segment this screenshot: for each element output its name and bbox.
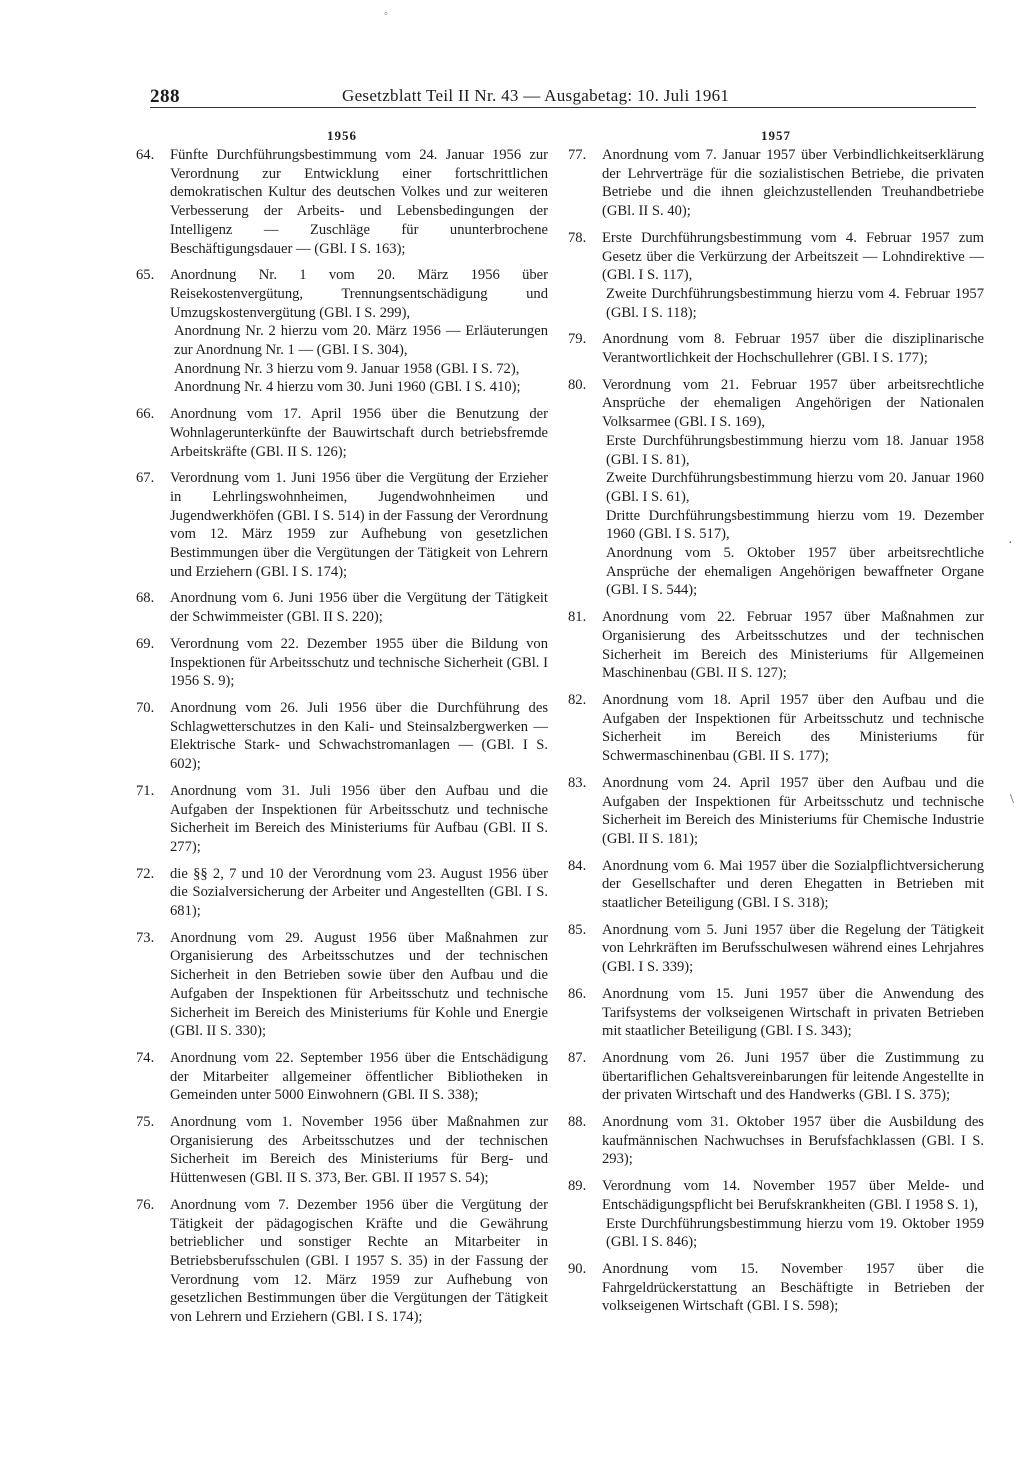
entry-text: Anordnung vom 26. Juni 1957 über die Zustimmung zu übertariflichen Gehaltsvereinbarungen für leitende Angestellte in der privaten Wirtschaft und des Handwerks (GBl. I S. 375);	[602, 1049, 984, 1104]
list-entry	[136, 635, 548, 691]
entry-number: 74.	[136, 1049, 155, 1066]
entry-text: Anordnung vom 15. November 1957 über die Fahrgeldrückerstattung an Beschäftigte in Betrieben der volkseigenen Wirtschaft (GBl. I S. 598);	[602, 1260, 984, 1315]
scan-speck: ◦	[384, 8, 388, 20]
list-entry	[568, 921, 984, 977]
entry-number: 79.	[568, 331, 587, 348]
entry-number: 70.	[136, 699, 155, 716]
page-header	[150, 86, 972, 108]
right-column	[568, 128, 984, 1324]
entry-text: Anordnung Nr. 2 hierzu vom 20. März 1956 — Erläuterungen zur Anordnung Nr. 1 — (GBl. I S. 304),	[174, 323, 548, 359]
entry-text: Dritte Durchführungsbestimmung hierzu vom 19. Dezember 1960 (GBl. I S. 517),	[606, 507, 984, 543]
entry-text: Verordnung vom 14. November 1957 über Melde- und Entschädigungspflicht bei Berufskrankheiten (GBl. I 1958 S. 1),	[602, 1178, 984, 1213]
entry-text: Anordnung vom 6. Mai 1957 über die Sozialpflichtversicherung der Gesellschafter und deren Ehegatten in Betrieben mit staatlicher Beteiligung (GBl. I S. 318);	[602, 857, 984, 912]
entry-number: 86.	[568, 985, 587, 1002]
entry-text: Anordnung vom 7. Januar 1957 über Verbindlichkeitserklärung der Lehrverträge für die sozialistischen Betriebe, die privaten Betriebe und die ihnen gleichzustellenden Treuhandbetriebe (GBl. II S. 40);	[602, 147, 984, 220]
entry-text: Anordnung vom 31. Juli 1956 über den Aufbau und die Aufgaben der Inspektionen für Arbeitsschutz und technische Sicherheit im Bereich des Ministeriums für Aufbau (GBl. II S. 277);	[170, 782, 548, 855]
entry-number: 81.	[568, 609, 587, 626]
entry-text: Anordnung vom 15. Juni 1957 über die Anwendung des Tarifsystems der volkseigenen Wirtschaft in privaten Betrieben mit staatlicher Beteiligung (GBl. I S. 343);	[602, 985, 984, 1040]
year-heading: 1957	[761, 128, 791, 143]
entry-number: 73.	[136, 929, 155, 946]
entry-text: Anordnung vom 31. Oktober 1957 über die Ausbildung des kaufmännischen Nachwuchses in Berufsfachklassen (GBl. I S. 293);	[602, 1114, 984, 1168]
list-entry	[568, 229, 984, 323]
entry-text: Anordnung vom 22. September 1956 über die Entschädigung der Mitarbeiter allgemeiner öffentlicher Bibliotheken in Gemeinden unter 5000 Einwohnern (GBl. II S. 338);	[170, 1049, 548, 1104]
entry-text: Anordnung vom 18. April 1957 über den Aufbau und die Aufgaben der Inspektionen für Arbeitsschutz und technische Sicherheit im Bereich des Ministeriums für Schwermaschinenbau (GBl. II S. 177);	[602, 691, 984, 765]
list-entry	[568, 1177, 984, 1252]
list-entry	[136, 1113, 548, 1188]
list-entry	[136, 699, 548, 774]
entry-number: 77.	[568, 147, 587, 163]
list-entry	[568, 146, 984, 221]
entry-text: Anordnung vom 5. Oktober 1957 über arbeitsrechtliche Ansprüche der ehemaligen Angehörigen bewaffneter Organe (GBl. I S. 544);	[606, 545, 984, 599]
entry-text: Fünfte Durchführungsbestimmung vom 24. Januar 1956 zur Verordnung zur Entwicklung einer fortschrittlichen demokratischen Kultur des deutschen Volkes und zur weiteren Verbesserung der Arbeits- und Lebensbedingungen der Intelligenz — Zuschläge für ununterbrochene Beschäftigungsdauer — (GBl. I S. 163);	[170, 147, 548, 257]
entry-number: 82.	[568, 691, 587, 708]
margin-mark: \	[1010, 792, 1014, 807]
list-entry	[568, 857, 984, 913]
list-entry	[568, 1260, 984, 1316]
year-heading: 1956	[327, 128, 357, 143]
list-entry	[568, 691, 984, 766]
entry-text: Anordnung vom 7. Dezember 1956 über die Vergütung der Tätigkeit der pädagogischen Kräfte und die Gewährung betrieblicher und sonstiger Rechte an Mitarbeiter in Betriebsberufsschulen (GBl. I 1957 S. 35) in der Fassung der Verordnung vom 12. März 1959 zur Aufhebung von gesetzlichen Bestimmungen über die Vergütungen der Tätigkeit von Lehrern und Erziehern (GBl. I S. 174);	[170, 1196, 548, 1326]
entry-number: 84.	[568, 857, 587, 874]
entry-text: Anordnung vom 17. April 1956 über die Benutzung der Wohnlagerunterkünfte der Bauwirtschaft durch betriebsfremde Arbeitskräfte (GBl. II S. 126);	[170, 406, 548, 460]
entry-number: 66.	[136, 406, 155, 423]
entry-text: Anordnung vom 1. November 1956 über Maßnahmen zur Organisierung des Arbeitsschutzes und der technischen Sicherheit im Bereich des Ministeriums für Berg- und Hüttenwesen (GBl. II S. 373, Ber. GBl. II 1957 S. 54);	[170, 1114, 548, 1187]
entry-number: 68.	[136, 590, 155, 607]
list-entry	[568, 1113, 984, 1169]
entry-text: Erste Durchführungsbestimmung hierzu vom 19. Oktober 1959 (GBl. I S. 846);	[606, 1215, 984, 1251]
entry-text: Anordnung Nr. 3 hierzu vom 9. Januar 1958 (GBl. I S. 72),	[174, 360, 520, 377]
left-column	[136, 128, 548, 1335]
entry-number: 71.	[136, 782, 155, 799]
entry-number: 67.	[136, 470, 155, 487]
list-entry	[568, 985, 984, 1041]
page-number: 288	[150, 86, 180, 107]
list-entry	[136, 266, 548, 397]
entry-text: Verordnung vom 21. Februar 1957 über arbeitsrechtliche Ansprüche der ehemaligen Angehörigen der Nationalen Volksarmee (GBl. I S. 169),	[602, 376, 984, 431]
list-entry	[568, 1049, 984, 1105]
header-title: Gesetzblatt Teil II Nr. 43 — Ausgabetag: 10. Juli 1961	[342, 86, 730, 105]
entry-text: Verordnung vom 22. Dezember 1955 über die Bildung von Inspektionen für Arbeitsschutz und technische Sicherheit (GBl. I 1956 S. 9);	[170, 635, 548, 690]
list-entry	[136, 146, 548, 258]
list-entry	[136, 469, 548, 581]
header-rule	[150, 107, 976, 108]
list-entry	[568, 608, 984, 683]
margin-mark: ·	[1008, 536, 1013, 551]
entry-number: 69.	[136, 635, 155, 652]
entry-text: Anordnung Nr. 4 hierzu vom 30. Juni 1960 (GBl. I S. 410);	[174, 379, 521, 396]
entry-number: 85.	[568, 921, 587, 938]
entry-text: die §§ 2, 7 und 10 der Verordnung vom 23. August 1956 über die Sozialversicherung der Arbeiter und Angestellten (GBl. I S. 681);	[170, 865, 548, 920]
entry-number: 72.	[136, 865, 155, 882]
list-entry	[136, 405, 548, 461]
entry-text: Erste Durchführungsbestimmung hierzu vom 18. Januar 1958 (GBl. I S. 81),	[606, 432, 984, 468]
entry-number: 90.	[568, 1260, 587, 1277]
entry-number: 87.	[568, 1049, 587, 1066]
list-entry	[136, 1196, 548, 1327]
entry-number: 78.	[568, 229, 587, 246]
list-entry	[136, 865, 548, 921]
entry-number: 76.	[136, 1196, 155, 1213]
entry-text: Anordnung vom 24. April 1957 über den Aufbau und die Aufgaben der Inspektionen für Arbeitsschutz und technische Sicherheit im Bereich des Ministeriums für Chemische Industrie (GBl. II S. 181);	[602, 774, 984, 847]
entry-number: 64.	[136, 147, 155, 163]
entry-text: Anordnung vom 22. Februar 1957 über Maßnahmen zur Organisierung des Arbeitsschutzes und der technischen Sicherheit im Bereich des Ministeriums für Allgemeinen Maschinenbau (GBl. II S. 127);	[602, 609, 984, 682]
entry-text: Erste Durchführungsbestimmung vom 4. Februar 1957 zum Gesetz über die Verkürzung der Arbeitszeit — Lohndirektive — (GBl. I S. 117),	[602, 229, 984, 284]
entry-number: 89.	[568, 1178, 587, 1195]
entry-text: Zweite Durchführungsbestimmung hierzu vom 20. Januar 1960 (GBl. I S. 61),	[606, 470, 984, 505]
entry-number: 75.	[136, 1114, 155, 1131]
list-entry	[136, 782, 548, 857]
entry-text: Anordnung Nr. 1 vom 20. März 1956 über Reisekostenvergütung, Trennungsentschädigung und Umzugskostenvergütung (GBl. I S. 299),	[170, 267, 548, 321]
entry-text: Anordnung vom 26. Juli 1956 über die Durchführung des Schlagwetterschutzes in den Kali- und Steinsalzbergwerken — Elektrische Stark- und Schwachstromanlagen — (GBl. I S. 602);	[170, 699, 548, 773]
entry-number: 80.	[568, 376, 587, 393]
list-entry	[568, 774, 984, 849]
entry-text: Anordnung vom 29. August 1956 über Maßnahmen zur Organisierung des Arbeitsschutzes und der technischen Sicherheit in den Betrieben sowie über den Aufbau und die Aufgaben der Inspektionen für Arbeitsschutz und technische Sicherheit im Bereich des Ministeriums für Kohle und Energie (GBl. II S. 330);	[170, 929, 548, 1040]
list-entry	[136, 589, 548, 626]
entry-text: Anordnung vom 6. Juni 1956 über die Vergütung der Tätigkeit der Schwimmeister (GBl. II S. 220);	[170, 590, 548, 626]
entry-number: 83.	[568, 774, 587, 791]
list-entry	[136, 929, 548, 1041]
entry-number: 65.	[136, 267, 155, 284]
entry-number: 88.	[568, 1114, 587, 1131]
entry-text: Verordnung vom 1. Juni 1956 über die Vergütung der Erzieher in Lehrlingswohnheimen, Jugendwohnheimen und Jugendwerkhöfen (GBl. I S. 514) in der Fassung der Verordnung vom 12. März 1959 zur Aufhebung von gesetzlichen Bestimmungen über die Vergütungen der Tätigkeit von Lehrern und Erziehern (GBl. I S. 174);	[170, 470, 548, 580]
entry-text: Anordnung vom 5. Juni 1957 über die Regelung der Tätigkeit von Lehrkräften im Berufsschulwesen während eines Lehrjahres (GBl. I S. 339);	[602, 921, 984, 976]
list-entry	[568, 330, 984, 367]
entry-text: Anordnung vom 8. Februar 1957 über die disziplinarische Verantwortlichkeit der Hochschullehrer (GBl. I S. 177);	[602, 331, 984, 367]
entry-text: Zweite Durchführungsbestimmung hierzu vom 4. Februar 1957 (GBl. I S. 118);	[606, 285, 984, 321]
list-entry	[136, 1049, 548, 1105]
list-entry	[568, 376, 984, 600]
